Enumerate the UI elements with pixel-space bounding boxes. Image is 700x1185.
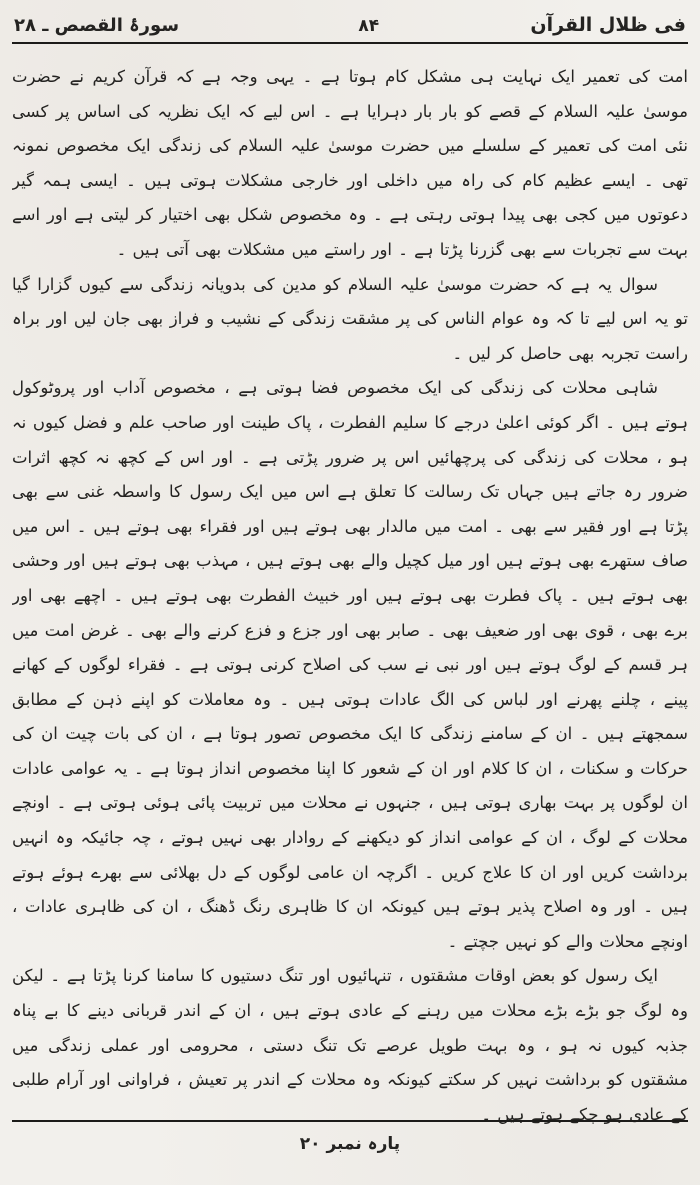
- header-rule: [12, 42, 688, 44]
- body-paragraph: شاہی محلات کی زندگی کی ایک مخصوص فضا ہوتی ہے ، مخصوص آداب اور پروٹوکول ہوتے ہیں ۔ اگر کوئی اعلیٰ درجے کا سلیم الفطرت ، پاک طینت اور صاحب علم و فضل کیوں نہ ہو ، محلات کی زندگی کی پرچھائیں اس پر ضرور پڑتی ہے ۔ اور اس کے کچھ نہ کچھ اثرات ضرور رہ جاتے ہیں جہاں تک رسالت کا تعلق ہے اس میں ایک رسول کا واسطہ غنی سے بھی پڑتا ہے اور فقیر سے بھی ۔ امت میں مالدار بھی ہوتے ہیں اور فقراء بھی ہوتے ہیں ۔ اس میں صاف ستھرے بھی ہوتے ہیں اور میل کچیل والے بھی ہوتے ہیں ، مہذب بھی ہوتے ہیں اور وحشی بھی ہوتے ہیں ۔ پاک فطرت بھی ہوتے ہیں اور خبیث الفطرت بھی ہوتے ہیں ۔ اچھے بھی اور برے بھی ، قوی بھی اور ضعیف بھی ۔ صابر بھی اور جزع و فزع کرنے والے بھی ۔ غرض امت میں ہر قسم کے لوگ ہوتے ہیں اور نبی نے سب کی اصلاح کرنی ہوتی ہے ۔ فقراء لوگوں کے کھانے پینے ، چلنے پھرنے اور لباس کی الگ عادات ہوتی ہیں ۔ وہ معاملات کو اپنے ذہن کے مطابق سمجھتے ہیں ۔ ان کے سامنے زندگی کا ایک مخصوص تصور ہوتا ہے ، ان کی بات چیت ان کی حرکات و سکنات ، ان کا کلام اور ان کے شعور کا اپنا مخصوص انداز ہوتا ہے ۔ یہ عوامی عادات ان لوگوں پر بہت بھاری ہوتی ہیں ، جنہوں نے محلات میں تربیت پائی ہوئی ہوتی ہے ۔ اونچے محلات کے لوگ ، ان کے عوامی انداز کو دیکھنے کے روادار بھی نہیں ہوتے ، چہ جائیکہ وہ انہیں برداشت کریں اور ان کا علاج کریں ۔ اگرچہ ان عامی لوگوں کے دل بھلائی سے بھرے ہوئے ہوتے ہیں ۔ اور وہ اصلاح پذیر ہوتے ہیں کیونکہ ان کا ظاہری رنگ ڈھنگ ، ان کی ظاہری عادات ، اونچے محلات والے کو نہیں جچتے ۔: [12, 378, 688, 951]
- footer-rule: [12, 1120, 688, 1122]
- body-paragraph: سوال یہ ہے کہ حضرت موسیٰ علیہ السلام کو مدین کی بدویانہ زندگی سے کیوں گزارا گیا تو یہ اس لیے تا کہ وہ عوام الناس کی پر مشقت زندگی کے نشیب و فراز بھی جان لیں اور براہ راست تجربہ بھی حاصل کر لیں ۔: [12, 274, 688, 363]
- page-header: [12, 10, 688, 36]
- page-number: ۸۴: [358, 16, 380, 36]
- juz-reference: پارہ نمبر ۲۰: [299, 1134, 401, 1154]
- surah-reference: سورۂ القصص ـ ۲۸: [14, 15, 180, 36]
- book-title: فی ظلال القرآن: [530, 14, 686, 36]
- page-footer: [12, 1120, 688, 1154]
- body-paragraph: امت کی تعمیر ایک نہایت ہی مشکل کام ہوتا ہے ۔ یہی وجہ ہے کہ قرآن کریم نے حضرت موسیٰ علیہ السلام کے قصے کو بار بار دہرایا ہے ۔ اس لیے کہ ایک نظریہ کی اساس پر کسی نئی امت کی تعمیر کے سلسلے میں حضرت موسیٰ علیہ السلام کی زندگی ایک مخصوص نمونہ تھی ۔ ایسے عظیم کام کی راہ میں داخلی اور خارجی مشکلات ہوتی ہیں ۔ ایسی ہمہ گیر دعوتوں میں کجی بھی پیدا ہوتی رہتی ہے ۔ وہ مخصوص شکل بھی اختیار کر لیتی ہے اور اسے بہت سے تجربات سے بھی گزرنا پڑتا ہے ۔ اور راستے میں مشکلات بھی آتی ہیں ۔: [12, 67, 688, 259]
- body-paragraph: ایک رسول کو بعض اوقات مشقتوں ، تنہائیوں اور تنگ دستیوں کا سامنا کرنا پڑتا ہے ۔ لیکن وہ لوگ جو بڑے بڑے محلات میں رہنے کے عادی ہوتے ہیں ، ان کے اندر قربانی دینے کا بے پناہ جذبہ کیوں نہ ہو ، وہ بہت طویل عرصے تک تنگ دستی ، محرومی اور عملی زندگی میں مشقتوں کو برداشت نہیں کر سکتے کیونکہ وہ محلات کے اندر پر تعیش ، فراوانی اور آرام طلبی کے عادی ہو چکے ہوتے ہیں ۔: [12, 966, 688, 1124]
- body-text: [12, 60, 688, 1124]
